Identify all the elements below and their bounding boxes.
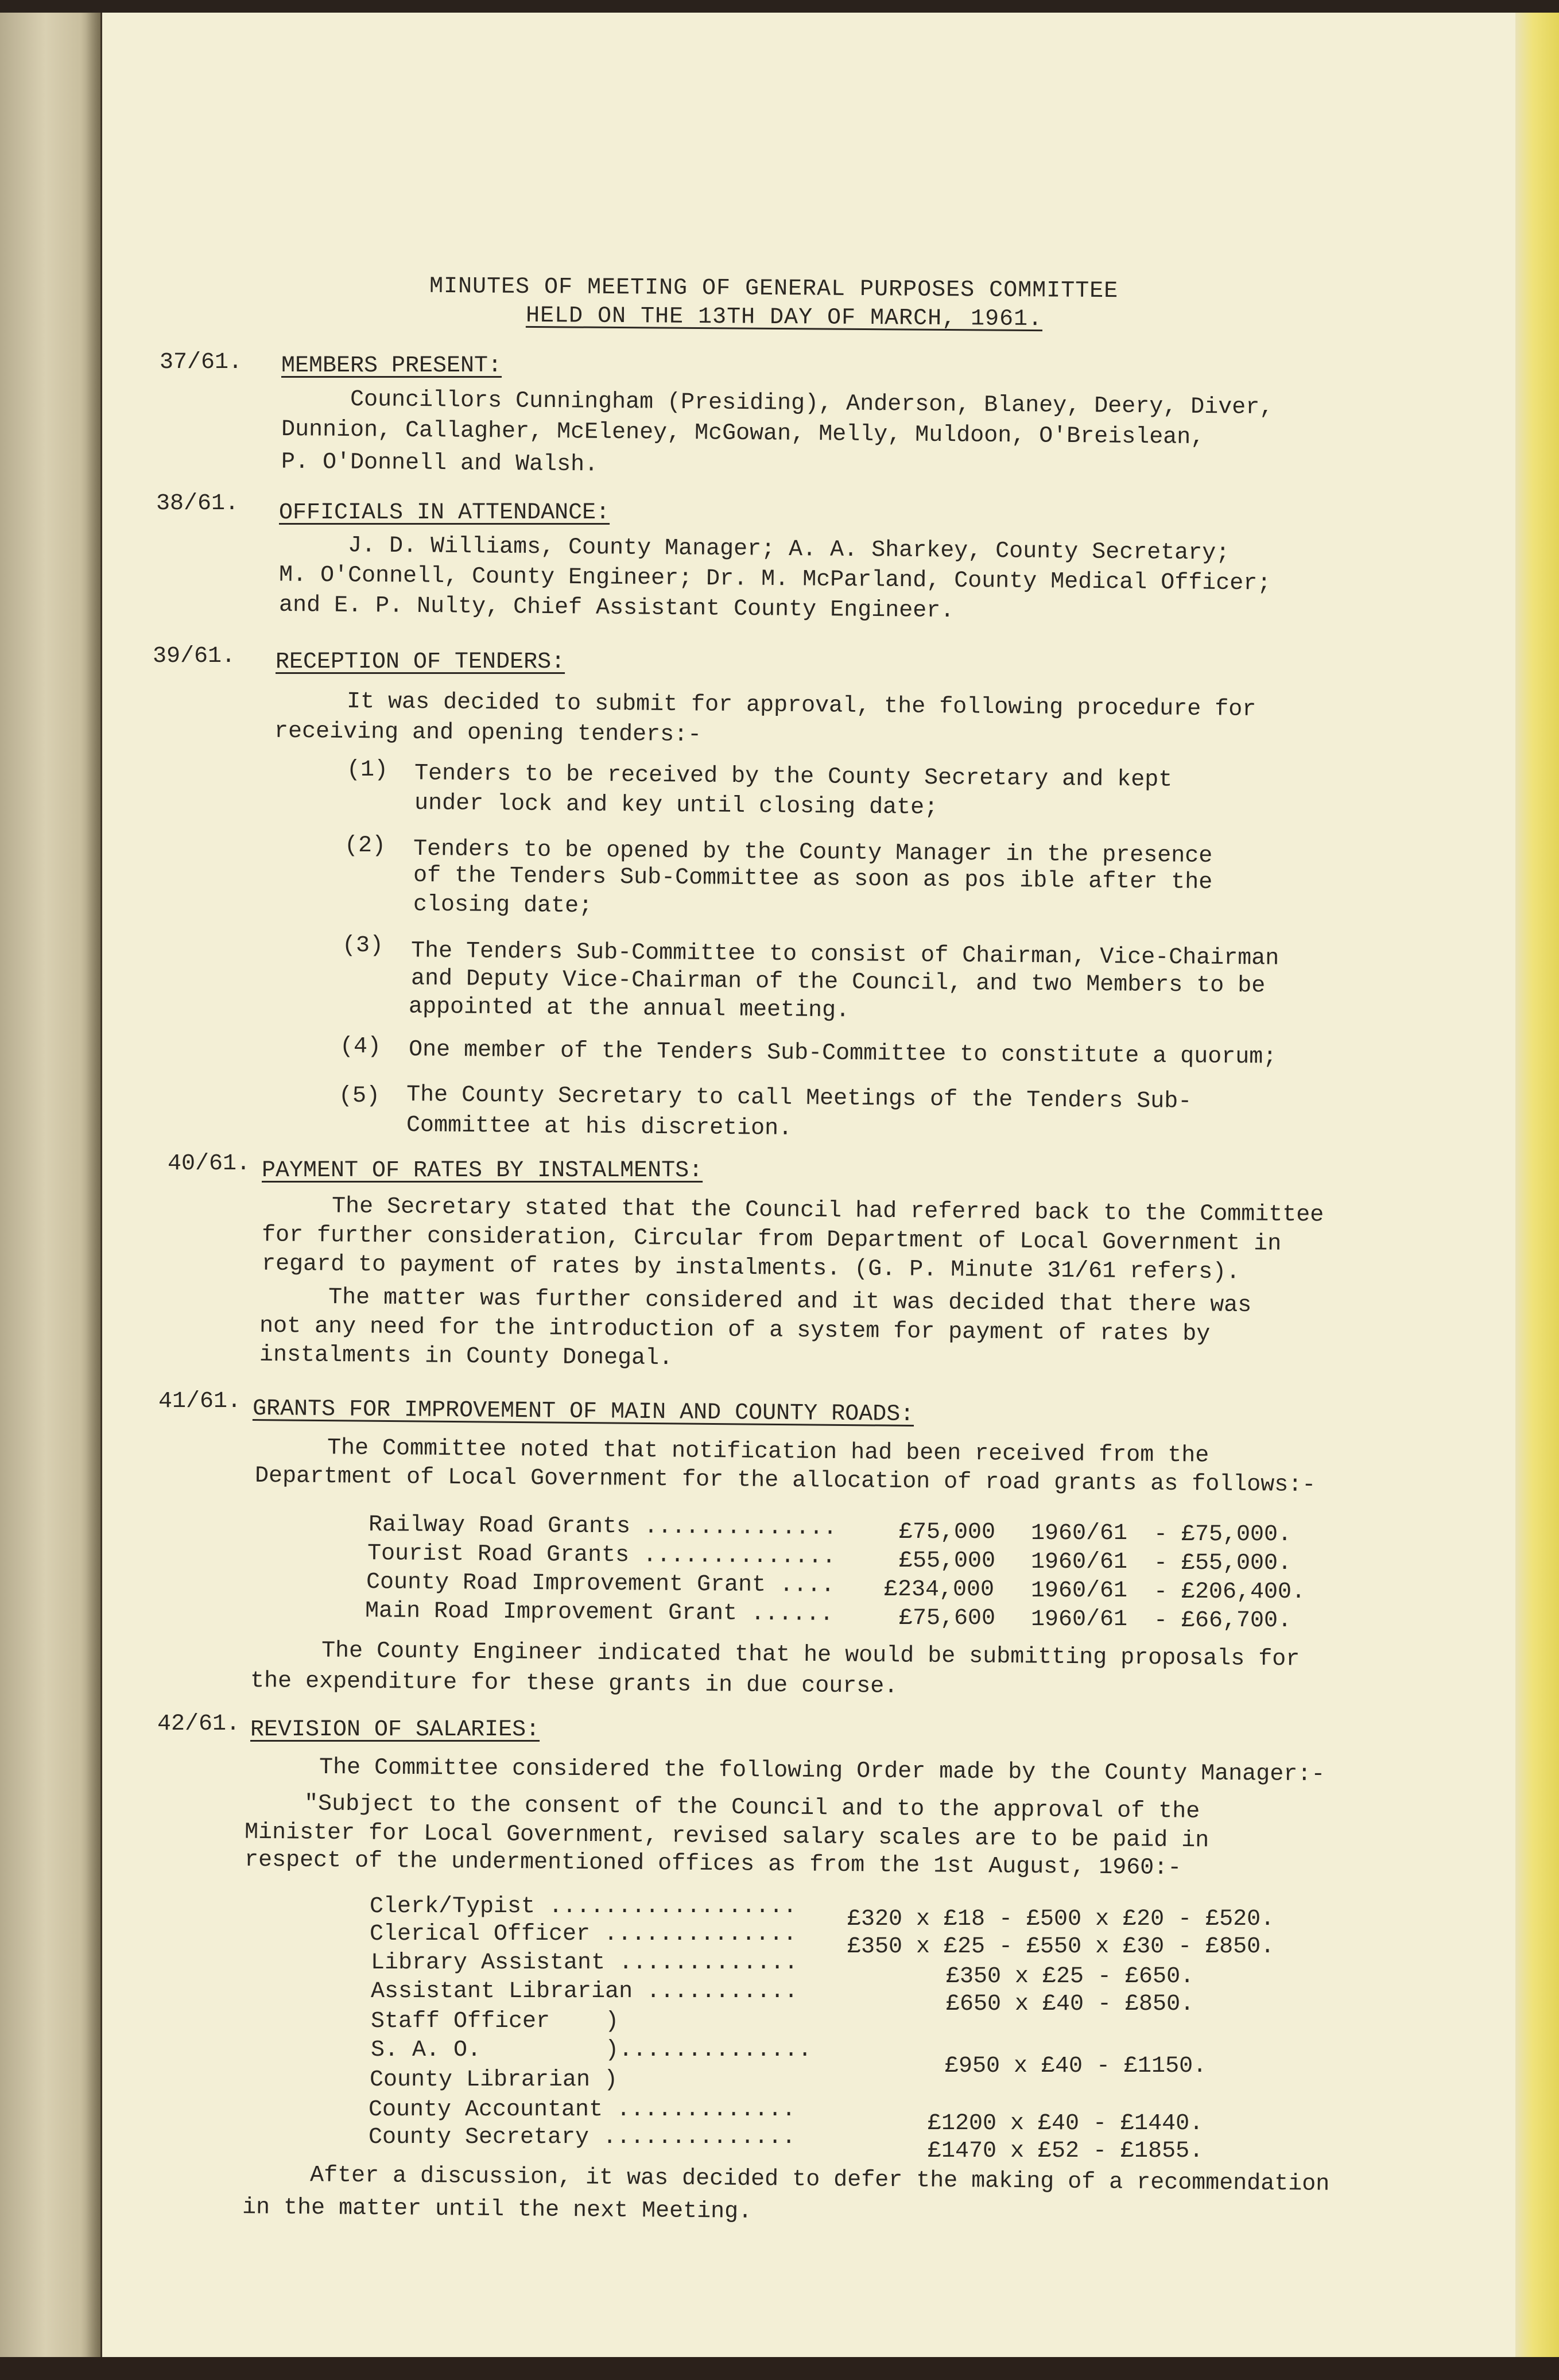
salary-office: Clerical Officer .............. xyxy=(370,1921,797,1947)
grants-intro-2: Department of Local Government for the allocation of road grants as follows:- xyxy=(254,1463,1316,1499)
tender-item-2-line-2: of the Tenders Sub-Committee as soon as pos ible after the xyxy=(413,862,1213,896)
grant-amount: £75,000 xyxy=(899,1520,996,1545)
rates-line-3: regard to payment of rates by instalments. (G. P. Minute 31/61 refers). xyxy=(261,1251,1240,1286)
tender-item-2-line-1: Tenders to be opened by the County Manager in the presence xyxy=(413,836,1213,870)
tender-item-5-line-1: The County Secretary to call Meetings of the Tenders Sub- xyxy=(406,1082,1192,1115)
tender-item-3-marker: (3) xyxy=(342,933,384,959)
grant-amount: £75,600 xyxy=(899,1606,996,1631)
grant-year: 1960/61 xyxy=(1031,1578,1128,1604)
minute-number-37: 37/61. xyxy=(160,350,243,375)
minute-number-38: 38/61. xyxy=(156,491,239,517)
salary-office: Staff Officer ) xyxy=(371,2009,619,2034)
salary-scale: £320 x £18 - £500 x £20 - £520. xyxy=(847,1906,1275,1932)
heading-payment-of-rates: PAYMENT OF RATES BY INSTALMENTS: xyxy=(262,1158,703,1184)
salary-office: County Librarian ) xyxy=(370,2067,618,2093)
rates-line-2: for further consideration, Circular from Department of Local Government in xyxy=(261,1222,1282,1257)
grant-year: 1960/61 xyxy=(1031,1521,1128,1546)
tender-item-1-line-2: under lock and key until closing date; xyxy=(414,790,938,821)
rates-line-1: The Secretary stated that the Council had referred back to the Committee xyxy=(331,1193,1324,1228)
salaries-outro-2: in the matter until the next Meeting. xyxy=(242,2195,753,2225)
tender-item-4-marker: (4) xyxy=(340,1034,382,1060)
rates-line-4: The matter was further considered and it was decided that there was xyxy=(328,1284,1252,1319)
rates-line-6: instalments in County Donegal. xyxy=(259,1342,673,1372)
salary-scale: £350 x £25 - £650. xyxy=(946,1964,1195,1990)
grant-name: Railway Road Grants .............. xyxy=(368,1512,837,1541)
grant-name: Main Road Improvement Grant ...... xyxy=(364,1598,834,1627)
tender-item-2-line-3: closing date; xyxy=(413,891,593,920)
officials-line-1: J. D. Williams, County Manager; A. A. Sharkey, County Secretary; xyxy=(347,533,1230,567)
grants-outro-1: The County Engineer indicated that he would be submitting proposals for xyxy=(321,1638,1300,1673)
salary-office: County Accountant ............. xyxy=(369,2097,796,2123)
salaries-intro-3: Minister for Local Government, revised salary scales are to be paid in xyxy=(244,1819,1209,1854)
salary-office: Library Assistant ............. xyxy=(371,1950,798,1976)
minute-number-40: 40/61. xyxy=(168,1151,251,1177)
salary-scale: £950 x £40 - £1150. xyxy=(945,2053,1207,2079)
tender-item-1-marker: (1) xyxy=(347,757,389,783)
tenders-intro-2: receiving and opening tenders:- xyxy=(274,718,702,749)
salary-office: County Secretary .............. xyxy=(369,2125,796,2150)
title-line-2: HELD ON THE 13TH DAY OF MARCH, 1961. xyxy=(525,303,1043,333)
salaries-intro-4: respect of the undermentioned offices as from the 1st August, 1960:- xyxy=(244,1847,1182,1882)
salaries-intro-1: The Committee considered the following Order made by the County Manager:- xyxy=(319,1754,1325,1788)
tender-item-5-line-2: Committee at his discretion. xyxy=(406,1113,793,1142)
grant-name: County Road Improvement Grant .... xyxy=(366,1569,835,1599)
grant-value: - £55,000. xyxy=(1154,1551,1292,1576)
tender-item-4-line-1: One member of the Tenders Sub-Committee to constitute a quorum; xyxy=(408,1037,1277,1071)
grant-value: - £66,700. xyxy=(1154,1608,1292,1634)
members-line-1: Councillors Cunningham (Presiding), Anderson, Blaney, Deery, Diver, xyxy=(350,386,1274,421)
grant-year: 1960/61 xyxy=(1031,1549,1128,1575)
salaries-intro-2: "Subject to the consent of the Council and to the approval of the xyxy=(304,1791,1200,1825)
heading-reception-of-tenders: RECEPTION OF TENDERS: xyxy=(276,649,565,675)
title-line-1: MINUTES OF MEETING OF GENERAL PURPOSES COMMITTEE xyxy=(429,273,1119,305)
grant-year: 1960/61 xyxy=(1031,1607,1128,1633)
tender-item-1-line-1: Tenders to be received by the County Secretary and kept xyxy=(414,761,1173,793)
tender-item-3-line-3: appointed at the annual meeting. xyxy=(408,994,850,1024)
heading-members-present: MEMBERS PRESENT: xyxy=(281,353,502,379)
officials-line-2: M. O'Connell, County Engineer; Dr. M. McParland, County Medical Officer; xyxy=(278,562,1271,597)
minute-number-42: 42/61. xyxy=(157,1711,241,1737)
grant-value: - £206,400. xyxy=(1154,1579,1306,1605)
salary-scale: £1200 x £40 - £1440. xyxy=(928,2111,1204,2137)
tender-item-3-line-2: and Deputy Vice-Chairman of the Council, and two Members to be xyxy=(410,966,1266,999)
officials-line-3: and E. P. Nulty, Chief Assistant County Engineer. xyxy=(278,592,955,625)
grant-amount: £55,000 xyxy=(899,1548,996,1574)
salary-scale: £1470 x £52 - £1855. xyxy=(928,2138,1204,2164)
minute-number-39: 39/61. xyxy=(153,644,236,669)
tender-item-2-marker: (2) xyxy=(344,833,386,859)
grants-intro-1: The Committee noted that notification had been received from the xyxy=(327,1435,1209,1469)
grant-name: Tourist Road Grants .............. xyxy=(367,1541,836,1570)
minute-number-41: 41/61. xyxy=(158,1389,242,1414)
tender-item-3-line-1: The Tenders Sub-Committee to consist of Chairman, Vice-Chairman xyxy=(410,938,1279,972)
members-line-2: Dunnion, Callagher, McEleney, McGowan, Melly, Muldoon, O'Breislean, xyxy=(281,416,1205,451)
grant-value: - £75,000. xyxy=(1154,1522,1292,1548)
grant-amount: £234,000 xyxy=(884,1577,995,1603)
salary-office: Clerk/Typist .................. xyxy=(370,1894,797,1920)
salaries-outro-1: After a discussion, it was decided to defer the making of a recommendation xyxy=(309,2162,1330,2197)
heading-officials: OFFICIALS IN ATTENDANCE: xyxy=(279,500,610,526)
heading-grants-roads: GRANTS FOR IMPROVEMENT OF MAIN AND COUNTY ROADS: xyxy=(252,1396,914,1428)
members-line-3: P. O'Donnell and Walsh. xyxy=(281,449,599,478)
salary-scale: £650 x £40 - £850. xyxy=(946,1991,1195,2017)
salary-office: S. A. O. ).............. xyxy=(371,2037,812,2063)
grants-outro-2: the expenditure for these grants in due course. xyxy=(250,1668,898,1700)
rates-line-5: not any need for the introduction of a system for payment of rates by xyxy=(259,1313,1211,1348)
tenders-intro-1: It was decided to submit for approval, the following procedure for xyxy=(346,689,1256,723)
tender-item-5-marker: (5) xyxy=(339,1083,381,1109)
heading-revision-of-salaries: REVISION OF SALARIES: xyxy=(250,1717,540,1743)
salary-office: Assistant Librarian ........... xyxy=(371,1979,798,2005)
salary-scale: £350 x £25 - £550 x £30 - £850. xyxy=(847,1934,1275,1960)
